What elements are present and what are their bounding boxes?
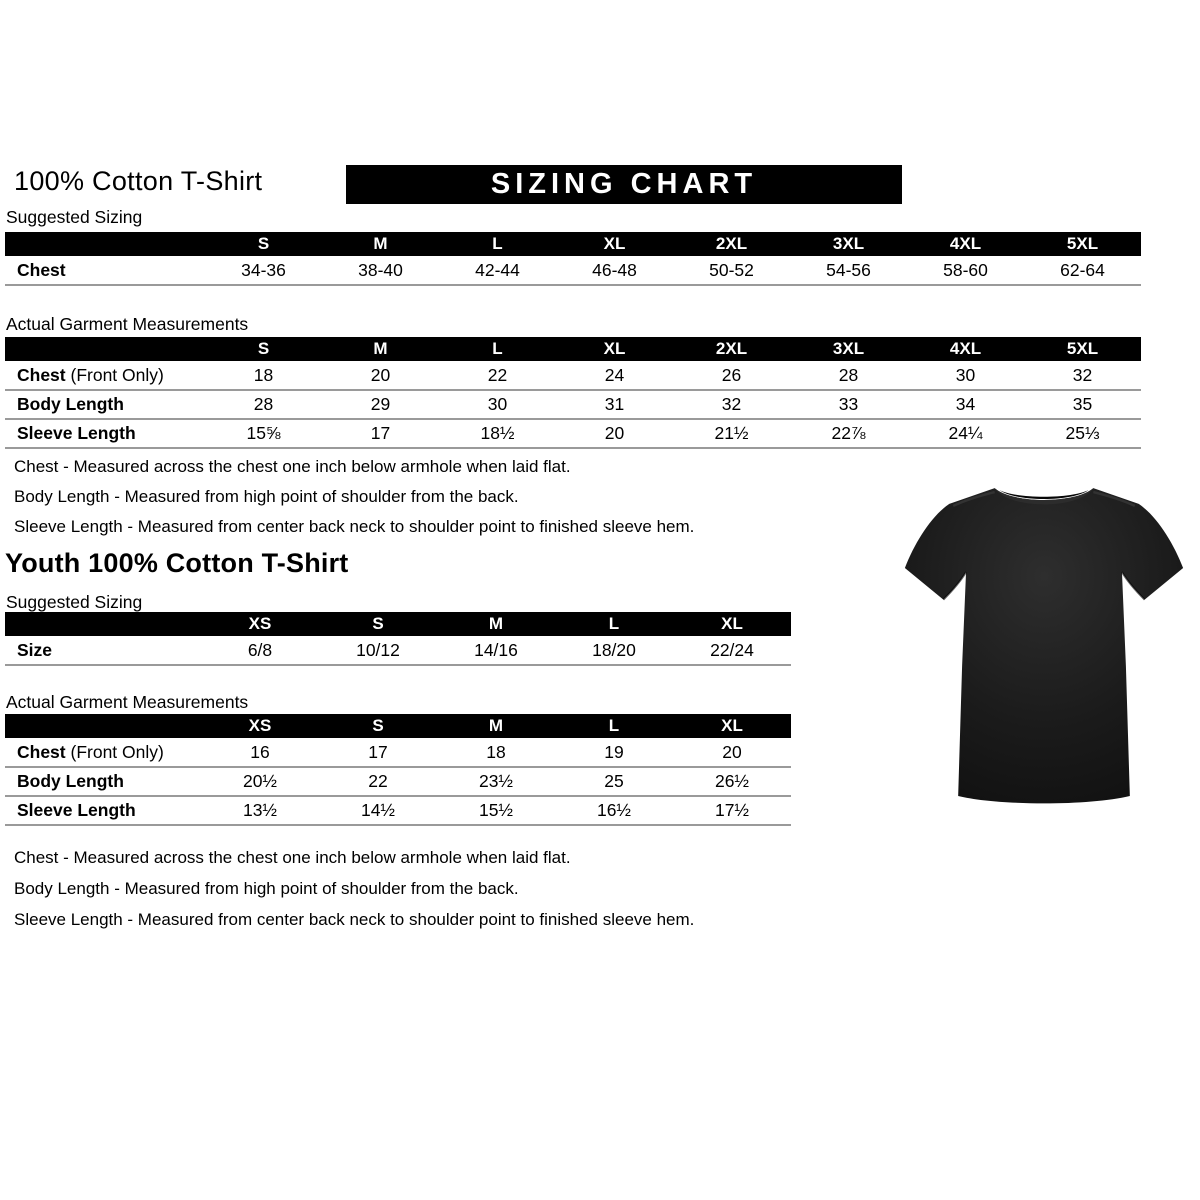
row-label: Body Length bbox=[17, 394, 124, 414]
header-corner-cell bbox=[5, 714, 201, 738]
tshirt-image bbox=[896, 468, 1192, 824]
tshirt-body bbox=[905, 488, 1183, 803]
row-label-cell bbox=[5, 796, 201, 825]
measurement-cell: 22 bbox=[319, 767, 437, 796]
measurement-row bbox=[5, 636, 791, 665]
measurement-cell: 62-64 bbox=[1024, 256, 1141, 285]
size-header-cell: 5XL bbox=[1024, 337, 1141, 361]
measurement-cell: 32 bbox=[673, 390, 790, 419]
measurement-cell: 46-48 bbox=[556, 256, 673, 285]
measurement-row bbox=[5, 256, 1141, 285]
row-label-cell bbox=[5, 636, 201, 665]
row-label-cell bbox=[5, 738, 201, 767]
row-label-cell bbox=[5, 419, 205, 448]
measurement-cell: 24¼ bbox=[907, 419, 1024, 448]
measurement-cell: 17 bbox=[322, 419, 439, 448]
size-header-row bbox=[5, 714, 791, 738]
size-header-cell: M bbox=[437, 612, 555, 636]
measurement-cell: 22/24 bbox=[673, 636, 791, 665]
measurement-cell: 16½ bbox=[555, 796, 673, 825]
measurement-cell: 34 bbox=[907, 390, 1024, 419]
row-label: Chest bbox=[17, 364, 66, 385]
sizing-chart-banner: SIZING CHART bbox=[346, 165, 902, 204]
size-header-cell: 2XL bbox=[673, 337, 790, 361]
measurement-row bbox=[5, 738, 791, 767]
measurement-cell: 15⅝ bbox=[205, 419, 322, 448]
measurement-cell: 16 bbox=[201, 738, 319, 767]
measurement-cell: 28 bbox=[790, 361, 907, 390]
size-header-cell: 2XL bbox=[673, 232, 790, 256]
size-header-row bbox=[5, 612, 791, 636]
adult-note-sleeve-length: Sleeve Length - Measured from center back neck to shoulder point to finished sleeve hem. bbox=[14, 517, 695, 536]
measurement-row bbox=[5, 390, 1141, 419]
size-header-cell: 3XL bbox=[790, 232, 907, 256]
measurement-cell: 50-52 bbox=[673, 256, 790, 285]
row-label: Chest bbox=[17, 741, 66, 762]
adult-actual-measurements-label: Actual Garment Measurements bbox=[6, 314, 249, 334]
measurement-cell: 15½ bbox=[437, 796, 555, 825]
measurement-cell: 18/20 bbox=[555, 636, 673, 665]
measurement-cell: 30 bbox=[439, 390, 556, 419]
measurement-cell: 22 bbox=[439, 361, 556, 390]
measurement-cell: 28 bbox=[205, 390, 322, 419]
measurement-cell: 29 bbox=[322, 390, 439, 419]
measurement-cell: 24 bbox=[556, 361, 673, 390]
row-label: Body Length bbox=[17, 771, 124, 791]
measurement-row bbox=[5, 419, 1141, 448]
measurement-cell: 26½ bbox=[673, 767, 791, 796]
size-header-cell: XS bbox=[201, 714, 319, 738]
youth-note-body-length: Body Length - Measured from high point of shoulder from the back. bbox=[14, 879, 519, 898]
youth-note-chest: Chest - Measured across the chest one inch below armhole when laid flat. bbox=[14, 848, 571, 867]
row-label-cell bbox=[5, 256, 205, 285]
youth-measurement-notes bbox=[14, 842, 694, 935]
size-header-cell: L bbox=[555, 714, 673, 738]
size-header-cell: M bbox=[322, 337, 439, 361]
adult-measurement-notes bbox=[14, 452, 694, 542]
measurement-cell: 58-60 bbox=[907, 256, 1024, 285]
size-header-cell: M bbox=[322, 232, 439, 256]
measurement-cell: 54-56 bbox=[790, 256, 907, 285]
measurement-cell: 18½ bbox=[439, 419, 556, 448]
adult-note-chest: Chest - Measured across the chest one inch below armhole when laid flat. bbox=[14, 457, 571, 476]
size-header-cell: XL bbox=[556, 232, 673, 256]
measurement-cell: 10/12 bbox=[319, 636, 437, 665]
measurement-cell: 19 bbox=[555, 738, 673, 767]
measurement-cell: 25 bbox=[555, 767, 673, 796]
measurement-cell: 32 bbox=[1024, 361, 1141, 390]
size-header-cell: S bbox=[319, 714, 437, 738]
adult-suggested-sizing-table bbox=[5, 232, 1141, 286]
size-header-cell: XS bbox=[201, 612, 319, 636]
youth-page-title: Youth 100% Cotton T-Shirt bbox=[5, 548, 349, 578]
measurement-cell: 14/16 bbox=[437, 636, 555, 665]
youth-suggested-sizing-label: Suggested Sizing bbox=[6, 592, 143, 612]
measurement-cell: 26 bbox=[673, 361, 790, 390]
measurement-cell: 25⅓ bbox=[1024, 419, 1141, 448]
youth-note-sleeve-length: Sleeve Length - Measured from center back neck to shoulder point to finished sleeve hem. bbox=[14, 910, 695, 929]
measurement-cell: 20½ bbox=[201, 767, 319, 796]
youth-suggested-sizing-table bbox=[5, 612, 791, 666]
measurement-cell: 18 bbox=[205, 361, 322, 390]
youth-actual-measurements-table bbox=[5, 714, 791, 826]
row-label: Chest bbox=[17, 259, 66, 280]
measurement-cell: 18 bbox=[437, 738, 555, 767]
measurement-row bbox=[5, 767, 791, 796]
adult-note-body-length: Body Length - Measured from high point of shoulder from the back. bbox=[14, 487, 519, 506]
row-label-suffix: (Front Only) bbox=[65, 364, 164, 385]
measurement-cell: 31 bbox=[556, 390, 673, 419]
header-corner-cell bbox=[5, 612, 201, 636]
size-header-cell: S bbox=[205, 337, 322, 361]
measurement-cell: 6/8 bbox=[201, 636, 319, 665]
measurement-cell: 21½ bbox=[673, 419, 790, 448]
measurement-cell: 34-36 bbox=[205, 256, 322, 285]
size-header-cell: 3XL bbox=[790, 337, 907, 361]
size-header-cell: M bbox=[437, 714, 555, 738]
measurement-cell: 13½ bbox=[201, 796, 319, 825]
measurement-row bbox=[5, 796, 791, 825]
measurement-cell: 20 bbox=[322, 361, 439, 390]
size-header-cell: XL bbox=[556, 337, 673, 361]
size-header-row bbox=[5, 337, 1141, 361]
size-header-row bbox=[5, 232, 1141, 256]
size-header-cell: S bbox=[319, 612, 437, 636]
page-title: 100% Cotton T-Shirt bbox=[14, 166, 263, 196]
row-label-cell bbox=[5, 390, 205, 419]
row-label-cell bbox=[5, 767, 201, 796]
size-header-cell: XL bbox=[673, 714, 791, 738]
measurement-cell: 14½ bbox=[319, 796, 437, 825]
size-header-cell: 4XL bbox=[907, 337, 1024, 361]
size-header-cell: 5XL bbox=[1024, 232, 1141, 256]
size-header-cell: XL bbox=[673, 612, 791, 636]
measurement-cell: 20 bbox=[673, 738, 791, 767]
measurement-cell: 30 bbox=[907, 361, 1024, 390]
measurement-cell: 23½ bbox=[437, 767, 555, 796]
header-corner-cell bbox=[5, 337, 205, 361]
header-corner-cell bbox=[5, 232, 205, 256]
measurement-row bbox=[5, 361, 1141, 390]
youth-actual-measurements-label: Actual Garment Measurements bbox=[6, 692, 249, 712]
row-label-cell bbox=[5, 361, 205, 390]
measurement-cell: 17½ bbox=[673, 796, 791, 825]
measurement-cell: 35 bbox=[1024, 390, 1141, 419]
measurement-cell: 22⅞ bbox=[790, 419, 907, 448]
adult-suggested-sizing-label: Suggested Sizing bbox=[6, 207, 143, 227]
size-header-cell: L bbox=[439, 337, 556, 361]
size-header-cell: 4XL bbox=[907, 232, 1024, 256]
size-header-cell: L bbox=[555, 612, 673, 636]
size-header-cell: S bbox=[205, 232, 322, 256]
adult-actual-measurements-table bbox=[5, 337, 1141, 449]
row-label: Size bbox=[17, 639, 53, 660]
tshirt-graphic bbox=[896, 468, 1192, 824]
row-label: Sleeve Length bbox=[17, 423, 136, 443]
measurement-cell: 20 bbox=[556, 419, 673, 448]
measurement-cell: 17 bbox=[319, 738, 437, 767]
row-label-suffix: (Front Only) bbox=[65, 741, 164, 762]
measurement-cell: 38-40 bbox=[322, 256, 439, 285]
size-header-cell: L bbox=[439, 232, 556, 256]
measurement-cell: 42-44 bbox=[439, 256, 556, 285]
row-label: Sleeve Length bbox=[17, 800, 136, 820]
measurement-cell: 33 bbox=[790, 390, 907, 419]
